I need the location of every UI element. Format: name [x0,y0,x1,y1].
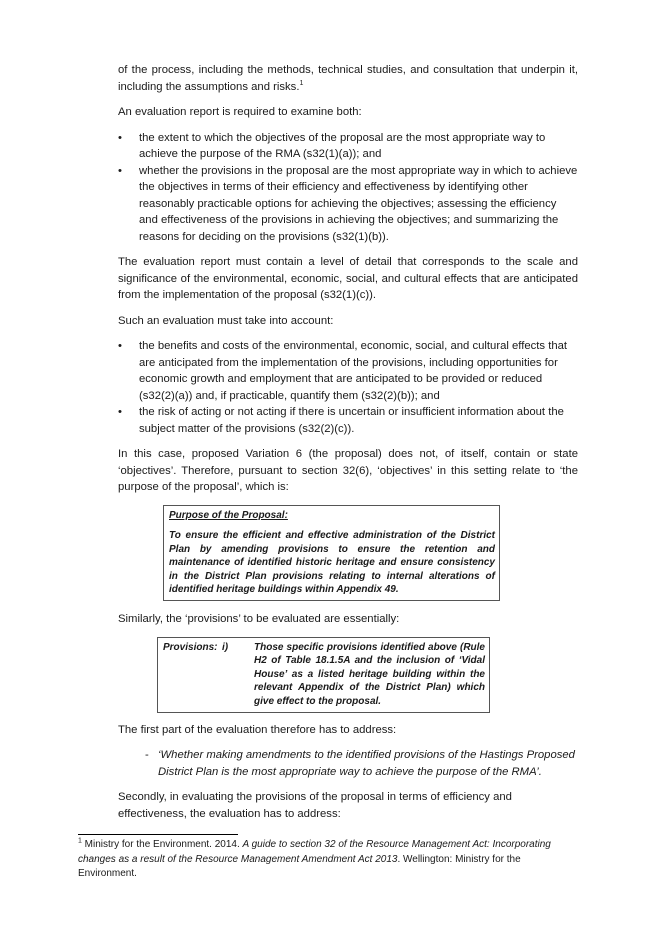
provisions-label: Provisions: [163,641,218,653]
first-part-paragraph: The first part of the evaluation therefore has to address: [118,723,397,736]
list-item: • the extent to which the objectives of the proposal are the most appropriate way to achieve the purpose of the RMA (s32(1)(a)); and [118,131,546,160]
case-paragraph: In this case, proposed Variation 6 (the proposal) does not, of itself, contain or state ‘objectives’. Therefore, pursuant to section 32(6), ‘objectives’ in this setting relate to ‘the purpose of the proposal’, which is: [118,448,578,493]
bullet-icon: • [118,164,122,177]
objectives-bullet-list [118,130,578,246]
similarly-paragraph: Similarly, the ‘provisions’ to be evaluated are essentially: [118,613,400,626]
provisions-number: i) [222,641,229,653]
footnote-ref: 1 [299,79,304,87]
intro-paragraph: of the process, including the methods, technical studies, and consultation that underpin it, including the assumptions and risks.$^1$ [118,64,578,93]
purpose-heading: Purpose of the Proposal: [169,509,288,521]
bullet-icon: • [118,131,122,144]
account-intro-paragraph: Such an evaluation must take into account: [118,314,334,327]
purpose-text: To ensure the efficient and effective administration of the District Plan by amending provisions to ensure the retention and maintenance of identified historic heritage and ensure consistency in the District Plan provisions relating to internal alterations of identified heritage buildings within Appendix 49. [169,530,495,596]
list-item: • the risk of acting or not acting if there is uncertain or insufficient information about the subject matter of the provisions (s32(2)(c)). [118,406,564,435]
provisions-text: Those specific provisions identified above (Rule H2 of Table 18.1.5A and the inclusion of ‘Vidal House’ as a listed heritage building within the relevant Appendix of the District Plan) which give effect to the proposal. [254,641,485,707]
provisions-box [157,637,490,713]
dash-item-text: ‘Whether making amendments to the identified provisions of the Hastings Proposed District Plan is the most appropriate way to achieve the purpose of the RMA’. [158,749,575,778]
purpose-box [163,505,500,602]
list-item: • the benefits and costs of the environmental, economic, social, and cultural effects that are anticipated from the implementation of the provisions, including opportunities for economic growth and employment that are anticipated to be provided or reduced (s32(2)(a)) and, if practicable, quantify them (s32(2)(b)); and [118,340,568,402]
dash-marker: - [145,749,149,762]
footnote: $^1$ Ministry for the Environment. 2014. A guide to section 32 of the Resource Management Act: Incorporating changes as a result of the Resource Management Amendment Act 2013. Wellington: Ministry for the Environment. [78,837,551,880]
list-item: • whether the provisions in the proposal are the most appropriate way in which to achieve the objectives in terms of their efficiency and effectiveness by identifying other reasonably practicable options for achieving the objectives; assessing the efficiency and effectiveness of the provisions in achieving the objectives; and summarizing the reasons for deciding on the provisions (s32(1)(b)). [118,164,578,243]
bullet-icon: • [118,340,122,352]
detail-paragraph: The evaluation report must contain a level of detail that corresponds to the scale and significance of the environmental, economic, social, and cultural effects that are anticipated from the implementation of the proposal (s32(1)(c)). [118,256,578,301]
footnote-title: A guide to section 32 of the Resource Management Act: Incorporating changes as a result of the Resource Management Amendment Act 2013 [78,839,551,865]
secondly-paragraph: Secondly, in evaluating the provisions of the proposal in terms of efficiency and effectiveness, the evaluation has to address: [118,791,512,820]
footnote-divider [78,834,238,835]
effects-bullet-list [118,338,578,437]
footnote-number: 1 [78,837,82,845]
eval-required-paragraph: An evaluation report is required to examine both: [118,106,362,118]
document-body [118,62,578,831]
bullet-icon: • [118,406,122,418]
dash-list-item [118,747,578,780]
